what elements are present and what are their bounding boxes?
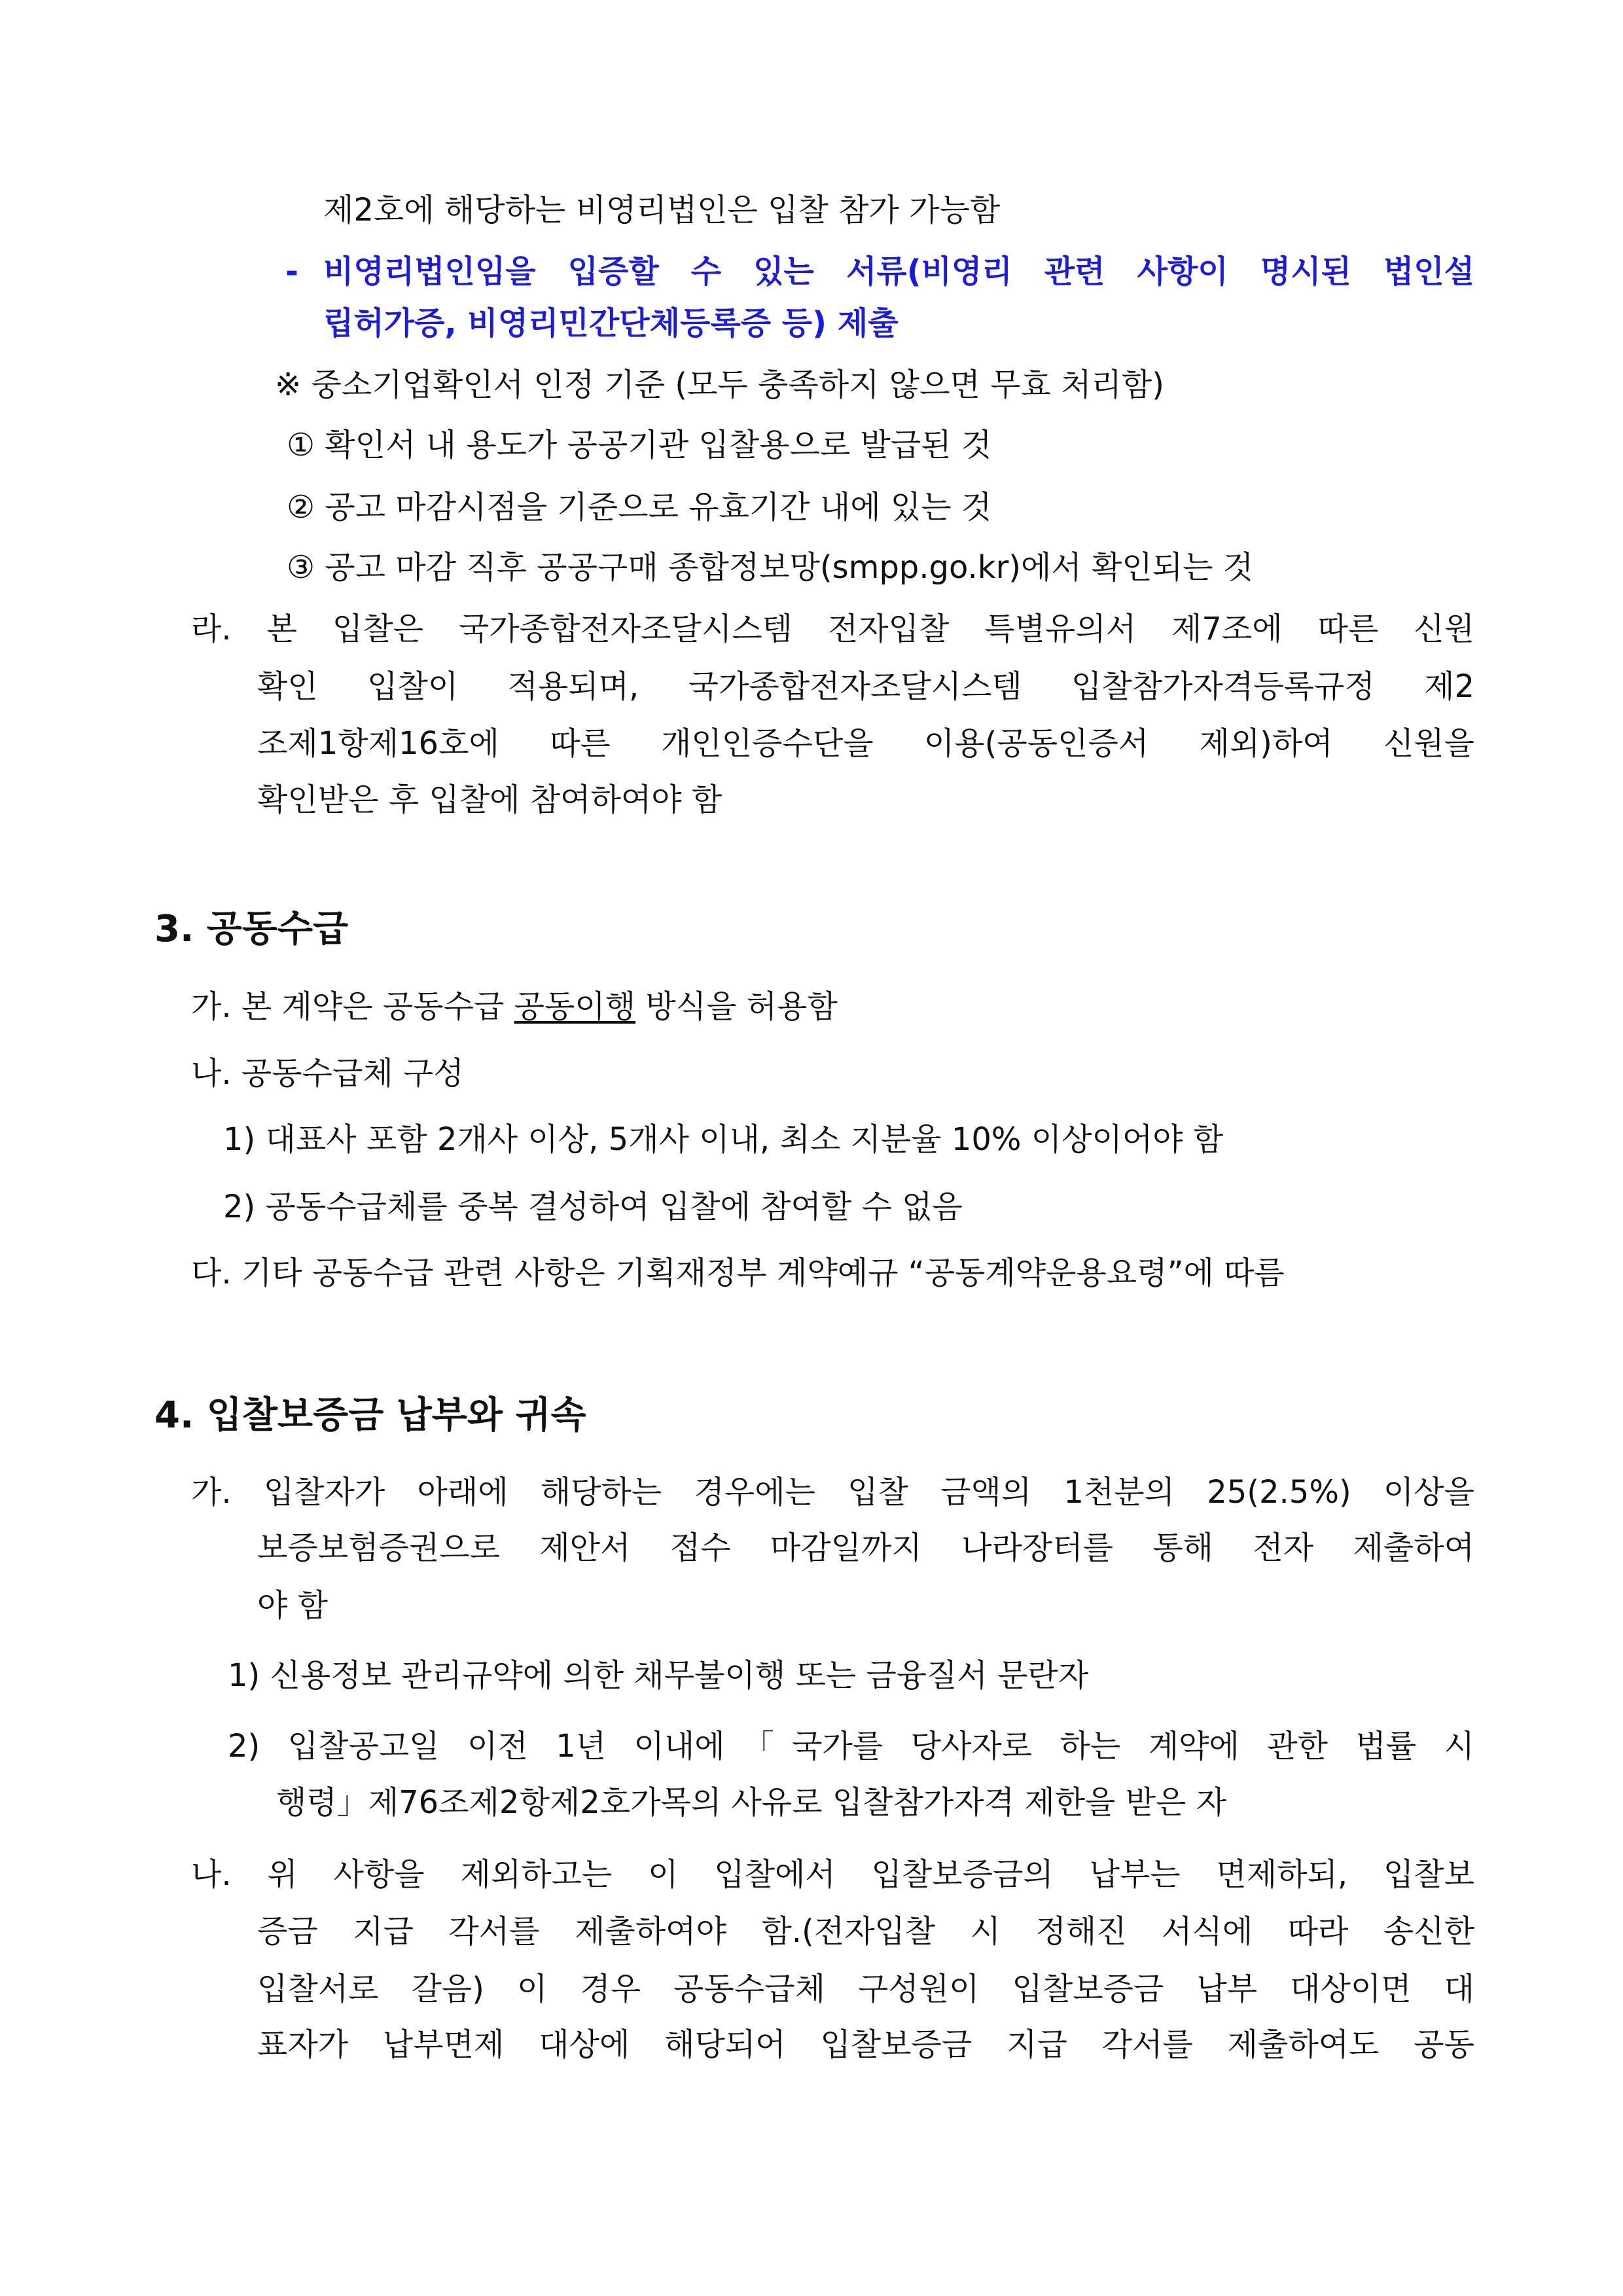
paragraph-ga-cont: 보증보험증권으로 제안서 접수 마감일까지 나라장터를 통해 전자 제출하여 <box>257 1530 1474 1566</box>
paragraph-ra-cont: 조제1항제16호에 따른 개인인증수단을 이용(공동인증서 제외)하여 신원을 <box>257 725 1474 762</box>
sub-item-cont: 행령」제76조제2항제2호가목의 사유로 입찰참가자격 제한을 받은 자 <box>276 1784 1227 1821</box>
text: 가. 본 계약은 공동수급 <box>191 988 514 1025</box>
criteria-item: ② 공고 마감시점을 기준으로 유효기간 내에 있는 것 <box>287 489 992 526</box>
paragraph-ga: 가. 입찰자가 아래에 해당하는 경우에는 입찰 금액의 1천분의 25(2.5%) 이상을 <box>191 1474 1474 1511</box>
note-line: ※ 중소기업확인서 인정 기준 (모두 충족하지 않으면 무효 처리함) <box>275 367 1164 403</box>
paragraph-da: 다. 기타 공동수급 관련 사항은 기획재정부 계약예규 “공동계약운용요령”에 따름 <box>191 1255 1285 1291</box>
sub-item: 2) 입찰공고일 이전 1년 이내에「국가를 당사자로 하는 계약에 관한 법률 시 <box>228 1728 1474 1765</box>
section-heading-bid-bond: 4. 입찰보증금 납부와 귀속 <box>154 1394 586 1437</box>
paragraph-na: 나. 공동수급체 구성 <box>191 1055 464 1092</box>
paragraph-ra-cont: 확인받은 후 입찰에 참여하여야 함 <box>257 781 722 818</box>
text: 방식을 허용함 <box>635 988 838 1025</box>
highlighted-requirement: 비영리법인임을 입증할 수 있는 서류(비영리 관련 사항이 명시된 법인설 <box>323 253 1474 290</box>
sub-item: 1) 대표사 포함 2개사 이상, 5개사 이내, 최소 지분율 10% 이상이어야 함 <box>223 1121 1224 1158</box>
paragraph-ga-cont: 야 함 <box>257 1587 328 1624</box>
paragraph-ga <box>191 987 838 1026</box>
paragraph-ra: 라. 본 입찰은 국가종합전자조달시스템 전자입찰 특별유의서 제7조에 따른 신원 <box>191 611 1474 647</box>
paragraph-na-cont: 표자가 납부면제 대상에 해당되어 입찰보증금 지급 각서를 제출하여도 공동 <box>257 2026 1474 2063</box>
paragraph-ra-cont: 확인 입찰이 적용되며, 국가종합전자조달시스템 입찰참가자격등록규정 제2 <box>257 668 1474 705</box>
section-heading-joint-supply: 3. 공동수급 <box>154 908 349 950</box>
paragraph-na-cont: 증금 지급 각서를 제출하여야 함.(전자입찰 시 정해진 서식에 따라 송신한 <box>257 1913 1474 1950</box>
sub-item: 2) 공동수급체를 중복 결성하여 입찰에 참여할 수 없음 <box>223 1189 963 1225</box>
highlighted-requirement-cont: 립허가증, 비영리민간단체등록증 등) 제출 <box>323 305 899 342</box>
underlined-term: 공동이행 <box>514 988 636 1025</box>
dash-marker: - <box>285 253 298 290</box>
text-line: 제2호에 해당하는 비영리법인은 입찰 참가 가능함 <box>323 192 1001 228</box>
paragraph-na-cont: 입찰서로 갈음) 이 경우 공동수급체 구성원이 입찰보증금 납부 대상이면 대 <box>257 1971 1474 2007</box>
criteria-item: ① 확인서 내 용도가 공공기관 입찰용으로 발급된 것 <box>287 427 992 463</box>
criteria-item: ③ 공고 마감 직후 공공구매 종합정보망(smpp.go.kr)에서 확인되는 것 <box>287 549 1254 586</box>
sub-item: 1) 신용정보 관리규약에 의한 채무불이행 또는 금융질서 문란자 <box>228 1657 1089 1694</box>
paragraph-na: 나. 위 사항을 제외하고는 이 입찰에서 입찰보증금의 납부는 면제하되, 입찰보 <box>191 1856 1474 1893</box>
